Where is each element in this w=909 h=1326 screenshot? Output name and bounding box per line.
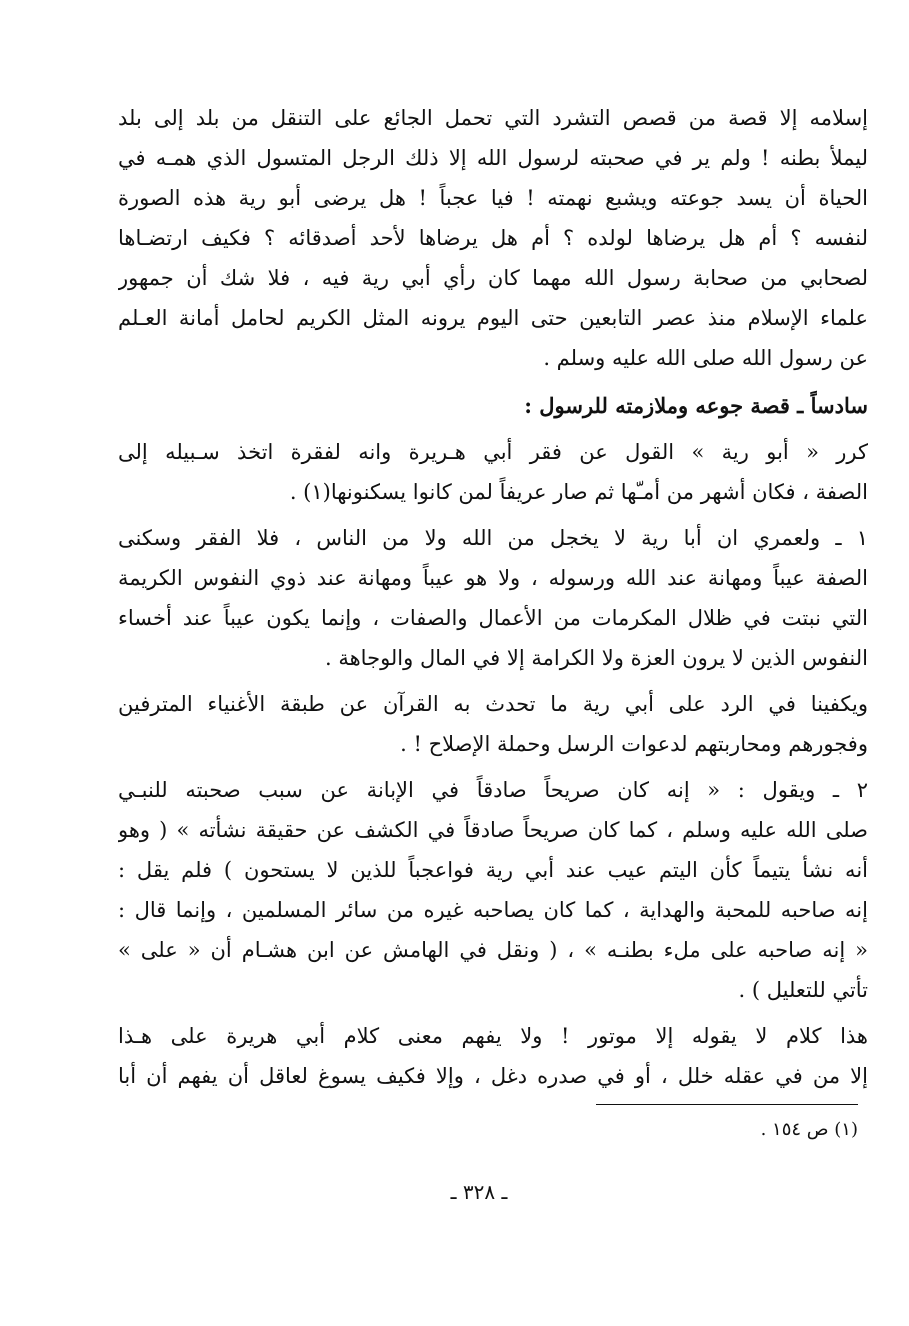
footnote-divider — [596, 1104, 858, 1105]
text-line: « إنه صاحبه على ملء بطنـه » ، ( ونقل في الهامش عن ابن هشـام أن « على » — [118, 938, 868, 962]
text-line: كرر « أبو رية » القول عن فقر أبي هـريرة وانه لفقرة اتخذ سـبيله إلى — [118, 440, 868, 464]
text-line: إنه صاحبه للمحبة والهداية ، كما كان يصاحبه غيره من سائر المسلمين ، وإنما قال : — [118, 898, 868, 922]
text-line: تأتي للتعليل ) . — [738, 978, 868, 1002]
heading-text: سادساً ـ قصة جوعه وملازمته للرسول : — [524, 393, 868, 418]
text-line: ليملأ بطنه ! ولم ير في صحبته لرسول الله إلا ذلك الرجل المتسول الذي همـه في — [118, 146, 868, 170]
footnote: (١) ص ١٥٤ . — [760, 1119, 858, 1140]
text-line: الصفة ، فكان أشهر من أمـّها ثم صار عريفاً لمن كانوا يسكنونها(١) . — [289, 480, 868, 504]
text-line: إسلامه إلا قصة من قصص التشرد التي تحمل الجائع على التنقل من بلد إلى بلد — [118, 106, 868, 130]
text-line: هذا كلام لا يقوله إلا موتور ! ولا يفهم معنى كلام أبي هريرة على هـذا — [118, 1024, 868, 1048]
text-line: ويكفينا في الرد على أبي رية ما تحدث به القرآن عن طبقة الأغنياء المترفين — [118, 692, 868, 716]
text-line: ٢ ـ ويقول : « إنه كان صريحاً صادقاً في الإبانة عن سبب صحبته للنبـي — [118, 778, 868, 802]
paragraph-2 — [118, 432, 868, 512]
text-line: علماء الإسلام منذ عصر التابعين حتى اليوم يرونه المثل الكريم لحامل أمانة العـلم — [118, 306, 868, 330]
paragraph-5 — [118, 770, 868, 1010]
text-line: النفوس الذين لا يرون العزة ولا الكرامة إلا في المال والوجاهة . — [325, 646, 868, 670]
text-line: ١ ـ ولعمري ان أبا رية لا يخجل من الله ولا من الناس ، فلا الفقر وسكنى — [118, 526, 868, 550]
section-heading — [118, 386, 868, 426]
text-line: الحياة أن يسد جوعته ويشبع نهمته ! فيا عجباً ! هل يرضى أبو رية هذه الصورة — [118, 186, 868, 210]
paragraph-3 — [118, 518, 868, 678]
text-line: عن رسول الله صلى الله عليه وسلم . — [543, 346, 868, 370]
paragraph-6 — [118, 1016, 868, 1096]
text-line: لنفسه ؟ أم هل يرضاها لولده ؟ أم هل يرضاها لأحد أصدقائه ؟ فكيف ارتضـاها — [118, 226, 868, 250]
text-line: صلى الله عليه وسلم ، كما كان صريحاً صادقاً في الكشف عن حقيقة نشأته » ( وهو — [118, 818, 868, 842]
text-line: لصحابي من صحابة رسول الله مهما كان رأي أبي رية فيه ، فلا شك أن جمهور — [118, 266, 868, 290]
text-line: التي نبتت في ظلال المكرمات من الأعمال والصفات ، وإنما يكون عيباً عند أخساء — [118, 606, 868, 630]
text-line: وفجورهم ومحاربتهم لدعوات الرسل وحملة الإصلاح ! . — [400, 732, 868, 756]
text-line: إلا من في عقله خلل ، أو في صدره دغل ، وإلا فكيف يسوغ لعاقل أن يفهم أن أبا — [118, 1064, 868, 1088]
page-number: ـ ٣٢٨ ـ — [450, 1180, 508, 1204]
text-line: أنه نشأ يتيماً كأن اليتم عيب عند أبي رية فواعجباً للذين لا يستحون ) فلم يقل : — [118, 858, 868, 882]
paragraph-1 — [118, 98, 868, 378]
text-line: الصفة عيباً ومهانة عند الله ورسوله ، ولا هو عيباً ومهانة عند ذوي النفوس الكريمة — [118, 566, 868, 590]
paragraph-4 — [118, 684, 868, 764]
